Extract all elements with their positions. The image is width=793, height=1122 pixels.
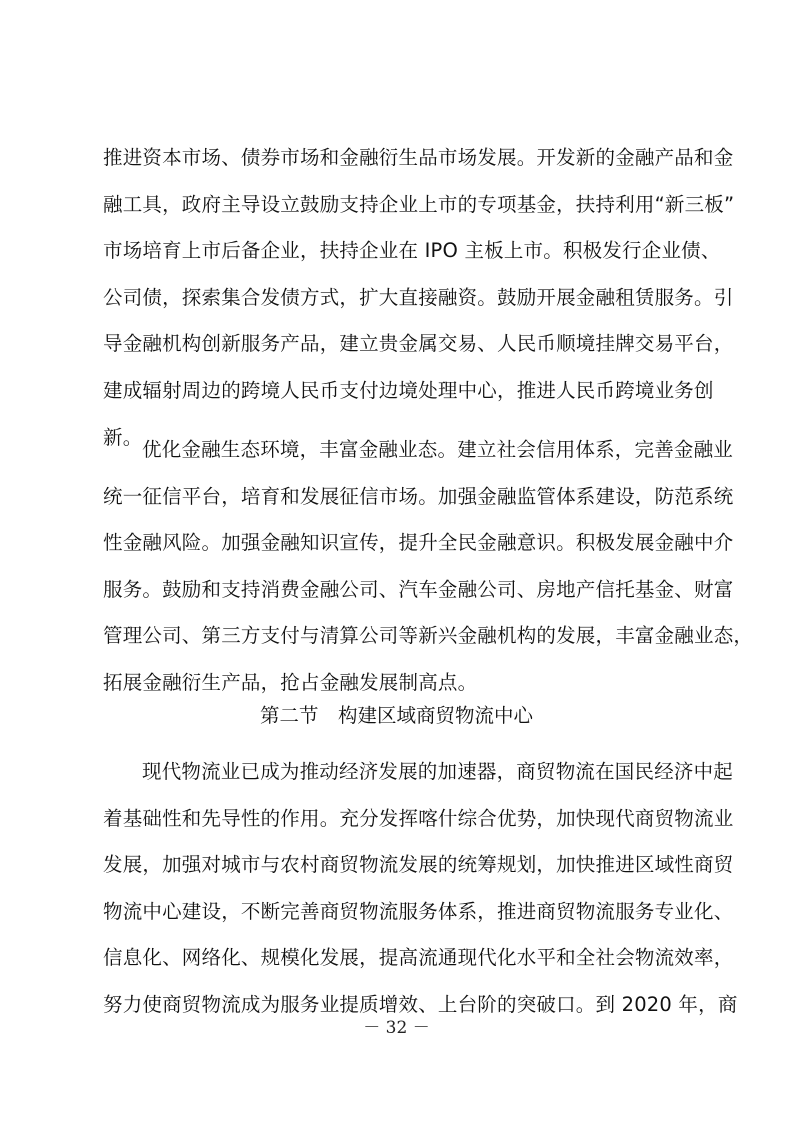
text-line: 物流中心建设，不断完善商贸物流服务体系，推进商贸物流服务专业化、 [103,899,734,923]
text-line: 优化金融生态环境，丰富金融业态。建立社会信用体系，完善金融业 [142,438,734,461]
text-line: 现代物流业已成为推动经济发展的加速器，商贸物流在国民经济中起 [142,760,734,783]
paragraph-finance-markets [103,135,735,461]
text-line: 建成辐射周边的跨境人民币支付边境处理中心，推进人民币跨境业务创 [103,378,714,402]
text-line: 拓展金融衍生产品，抢占金融发展制高点。 [103,670,478,694]
text-line: 信息化、网络化、规模化发展，提高流通现代化水平和全社会物流效率， [103,946,734,970]
text-line: 统一征信平台，培育和发展征信市场。加强金融监管体系建设，防范系统 [103,484,734,508]
page-number: － 32 － [363,1018,430,1038]
paragraph-finance-ecosystem [103,427,754,707]
text-line: 公司债，探索集合发债方式，扩大直接融资。鼓励开展金融租赁服务。引 [103,285,734,309]
text-line: 市场培育上市后备企业，扶持企业在 IPO 主板上市。积极发行企业债、 [103,239,721,263]
paragraph-trade-logistics [103,749,738,1029]
text-line: 推进资本市场、债券市场和金融衍生品市场发展。开发新的金融产品和金 [103,146,734,169]
text-line: 性金融风险。加强金融知识宣传，提升全民金融意识。积极发展金融中介 [103,531,734,555]
text-line: 管理公司、第三方支付与清算公司等新兴金融机构的发展，丰富金融业态， [103,624,754,648]
text-line: 导金融机构创新服务产品，建立贵金属交易、人民币顺境挂牌交易平台， [103,332,734,356]
section-heading: 第二节 构建区域商贸物流中心 [259,704,533,727]
text-line: 着基础性和先导性的作用。充分发挥喀什综合优势，加快现代商贸物流业 [103,806,734,830]
text-line: 努力使商贸物流成为服务业提质增效、上台阶的突破口。到 2020 年，商 [103,992,738,1016]
text-line: 服务。鼓励和支持消费金融公司、汽车金融公司、房地产信托基金、财富 [103,577,734,601]
text-line: 新。 [103,425,143,449]
text-line: 发展，加强对城市与农村商贸物流发展的统筹规划，加快推进区域性商贸 [103,853,734,877]
text-line: 融工具，政府主导设立鼓励支持企业上市的专项基金，扶持利用“新三板” [103,192,735,216]
